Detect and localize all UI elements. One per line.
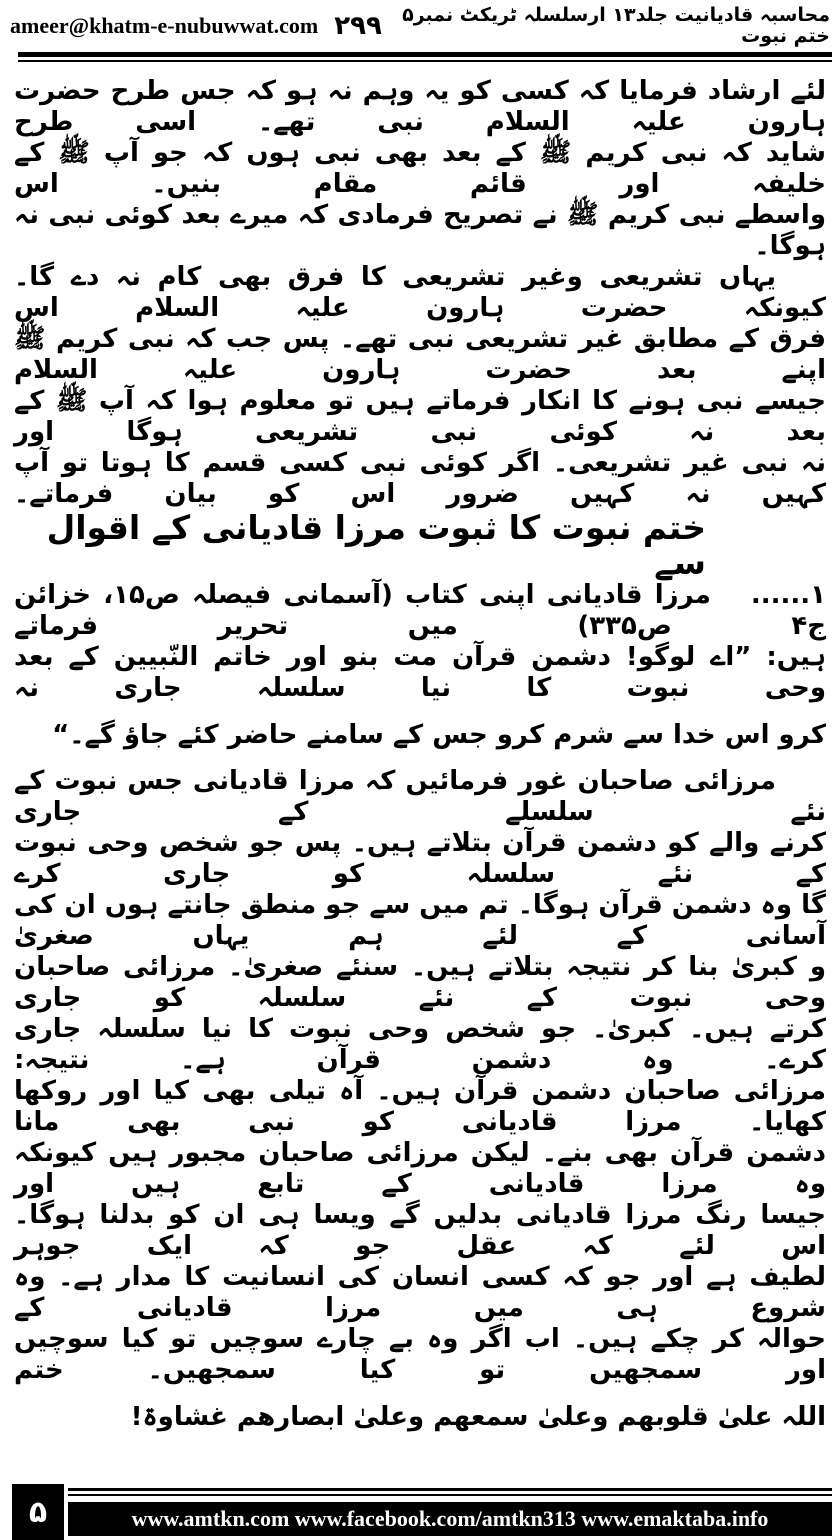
text-row <box>14 262 826 324</box>
text-line: جیسے نبی ہونے کا انکار فرماتے ہیں تو معلوم ہوا کہ آپ ﷺ کے بعد نہ کوئی نبی تشریعی ہوگا اور <box>14 386 826 447</box>
text-row <box>14 1324 826 1386</box>
text-row <box>14 324 826 386</box>
text-row <box>14 642 826 704</box>
text-row <box>14 704 826 766</box>
text-row <box>14 1262 826 1324</box>
text-line: واسطے نبی کریم ﷺ نے تصریح فرمادی کہ میرے بعد کوئی نبی نہ ہوگا۔ <box>14 200 826 261</box>
item-line <box>14 580 826 642</box>
text-row <box>14 1076 826 1138</box>
footer-rule <box>68 1494 832 1496</box>
text-row <box>14 1014 826 1076</box>
text-line: ہیں: ”اے لوگو! دشمن قرآن مت بنو اور خاتم النّبیین کے بعد وحی نبوت کا نیا سلسلہ جاری نہ <box>14 642 826 703</box>
footer-links: www.amtkn.com www.facebook.com/amtkn313 www.emaktaba.info <box>68 1502 832 1536</box>
header-email: ameer@khatm-e-nubuwwat.com <box>10 13 319 38</box>
page-header <box>10 4 830 48</box>
text-line: کرو اس خدا سے شرم کرو جس کے سامنے حاضر کئے جاؤ گے۔“ <box>52 719 826 750</box>
text-line: لطیف ہے اور جو کہ کسی انسان کی انسانیت کا مدار ہے۔ وہ شروع ہی میں مرزا قادیانی کے <box>14 1262 826 1323</box>
text-row <box>14 1200 826 1262</box>
text-line: شاید کہ نبی کریم ﷺ کے بعد بھی نبی ہوں کہ جو آپ ﷺ کے خلیفہ اور قائم مقام بنیں۔ اس <box>14 138 826 199</box>
header-rule-thick <box>18 52 832 57</box>
page-body <box>14 76 826 1448</box>
text-line: گا وہ دشمن قرآن ہوگا۔ تم میں سے جو منطق جانتے ہوں ان کی آسانی کے لئے ہم یہاں صغریٰ <box>14 890 826 951</box>
section-heading: ختم نبوت کا ثبوت مرزا قادیانی کے اقوال سے <box>46 508 706 582</box>
text-line: جیسا رنگ مرزا قادیانی بدلیں گے ویسا ہی ان کو بدلنا ہوگا۔ اس لئے کہ عقل جو کہ ایک جوہر <box>14 1200 826 1261</box>
text-row <box>14 138 826 200</box>
header-title: محاسبہ قادیانیت جلد۱۳ ارسلسلہ ٹریکٹ نمبر۵ ختم نبوت <box>402 4 830 47</box>
footer-page-number: ۵ <box>12 1484 64 1540</box>
text-row <box>14 200 826 262</box>
text-line: کرتے ہیں۔ کبریٰ۔ جو شخص وحی نبوت کا نیا سلسلہ جاری کرے۔ وہ دشمن قرآن ہے۔ نتیجہ: <box>14 1014 826 1075</box>
header-page-number: ۲۹۹ <box>334 11 382 41</box>
item-marker: ۱...... <box>750 580 826 610</box>
text-line: اللہ علیٰ قلوبھم وعلیٰ سمعھم وعلیٰ ابصارھم غشاوۃ! <box>130 1401 826 1432</box>
section-heading-row <box>14 510 826 580</box>
text-row <box>14 952 826 1014</box>
item-row <box>14 580 826 642</box>
text-line: دشمن قرآن بھی بنے۔ لیکن مرزائی صاحبان مجبور ہیں کیونکہ وہ مرزا قادیانی کے تابع ہیں اور <box>14 1138 826 1199</box>
text-row <box>14 766 826 828</box>
text-line: حوالہ کر چکے ہیں۔ اب اگر وہ بے چارے سوچیں تو کیا سوچیں اور سمجھیں تو کیا سمجھیں۔ ختم <box>14 1324 826 1385</box>
text-line: مرزائی صاحبان غور فرمائیں کہ مرزا قادیانی جس نبوت کے نئے سلسلے کے جاری <box>14 766 826 827</box>
text-line: یہاں تشریعی وغیر تشریعی کا فرق بھی کام نہ دے گا۔ کیونکہ حضرت ہارون علیہ السلام اس <box>14 262 826 323</box>
text-line: کرنے والے کو دشمن قرآن بتلاتے ہیں۔ پس جو شخص وحی نبوت کے نئے سلسلہ کو جاری کرے <box>14 828 826 889</box>
text-row <box>14 1386 826 1448</box>
text-line: لئے ارشاد فرمایا کہ کسی کو یہ وہم نہ ہو کہ جس طرح حضرت ہارون علیہ السلام نبی تھے۔ اسی طرح <box>14 76 826 137</box>
text-line: و کبریٰ بنا کر نتیجہ بتلاتے ہیں۔ سنئے صغریٰ۔ مرزائی صاحبان وحی نبوت کے نئے سلسلہ کو جاری <box>14 952 826 1013</box>
text-line: نہ نبی غیر تشریعی۔ اگر کوئی نبی کسی قسم کا ہوتا تو آپ کہیں نہ کہیں ضرور اس کو بیان فرماتے۔ <box>14 448 826 509</box>
text-row <box>14 890 826 952</box>
text-row <box>14 1138 826 1200</box>
text-line: مرزائی صاحبان دشمن قرآن ہیں۔ آہ تیلی بھی کیا اور روکھا کھایا۔ مرزا قادیانی کو نبی بھی مانا <box>14 1076 826 1137</box>
text-row <box>14 386 826 448</box>
text-row <box>14 76 826 138</box>
text-row <box>14 828 826 890</box>
text-row <box>14 448 826 510</box>
text-line: فرق کے مطابق غیر تشریعی نبی تھے۔ پس جب کہ نبی کریم ﷺ اپنے بعد حضرت ہارون علیہ السلام <box>14 324 826 385</box>
header-left <box>10 12 382 40</box>
footer-rule <box>68 1488 832 1491</box>
item-text: مرزا قادیانی اپنی کتاب (آسمانی فیصلہ ص۱۵، خزائن ج۴ ص۳۳۵) میں تحریر فرماتے <box>14 580 826 641</box>
header-rule-thin <box>18 60 832 62</box>
